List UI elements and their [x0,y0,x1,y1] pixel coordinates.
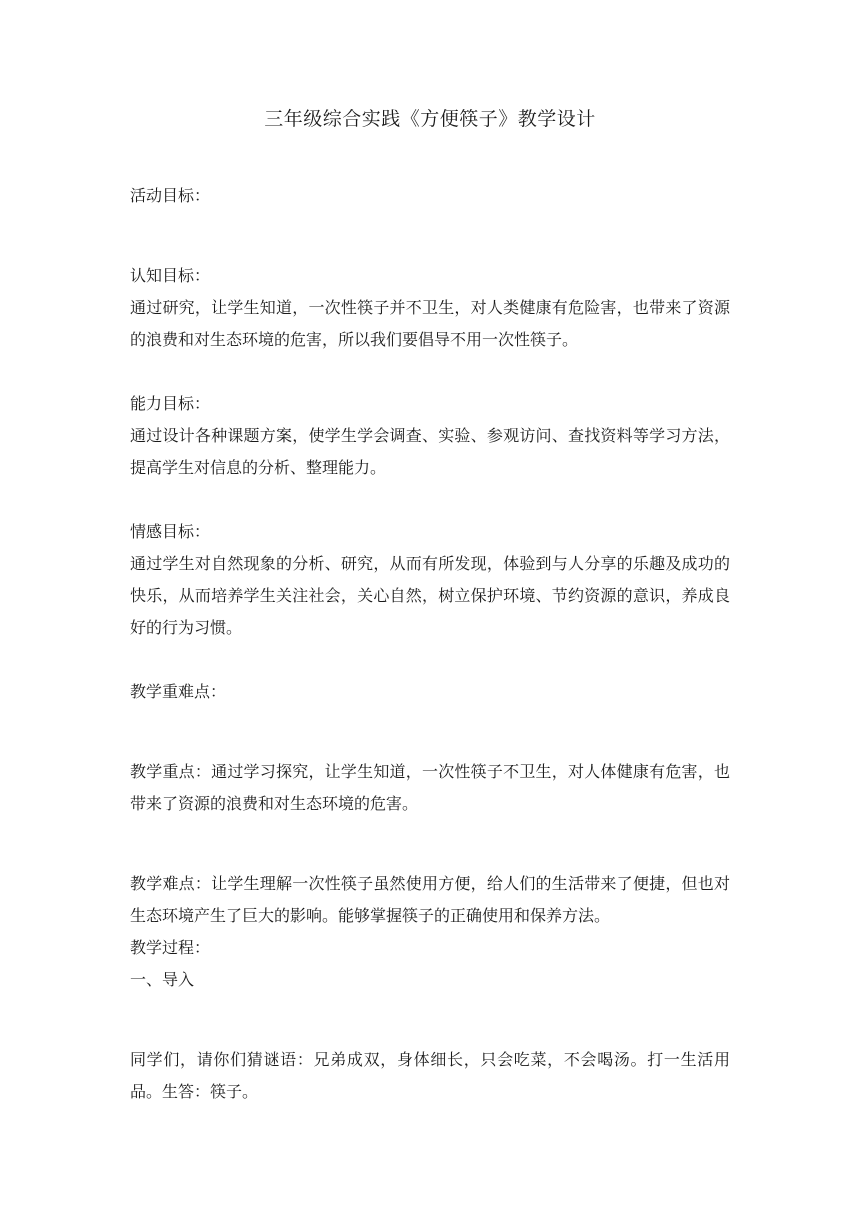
document-title: 三年级综合实践《方便筷子》教学设计 [264,108,596,130]
spacer [130,740,730,756]
document-body [130,180,730,1108]
intro-text: 同学们，请你们猜谜语：兄弟成双，身体细长，只会吃菜，不会喝汤。打一生活用品。生答：筷子。 [130,1050,730,1101]
spacer [130,244,730,260]
spacer [130,708,730,740]
ability-goal-heading: 能力目标： [130,394,211,413]
key-difficult-heading: 教学重难点： [130,682,227,701]
emotional-goal-text: 通过学生对自然现象的分析、研究，从而有所发现，体验到与人分享的乐趣及成功的快乐，从而培养学生关注社会，关心自然，树立保护环境、节约资源的意识，养成良好的行为习惯。 [130,554,730,637]
intro-heading: 一、导入 [130,970,195,989]
spacer [130,996,730,1028]
ability-goal-text: 通过设计各种课题方案，使学生学会调查、实验、参观访问、查找资料等学习方法，提高学生对信息的分析、整理能力。 [130,426,730,477]
spacer [130,644,730,676]
key-point-text: 教学重点：通过学习探究，让学生知道，一次性筷子不卫生，对人体健康有危害，也带来了资源的浪费和对生态环境的危害。 [130,762,730,813]
process-heading: 教学过程： [130,938,211,957]
cognitive-goal-text: 通过研究，让学生知道，一次性筷子并不卫生，对人类健康有危险害，也带来了资源的浪费和对生态环境的危害，所以我们要倡导不用一次性筷子。 [130,298,730,349]
spacer [130,820,730,852]
spacer [130,212,730,244]
spacer [130,852,730,868]
difficult-point-text: 教学难点：让学生理解一次性筷子虽然使用方便，给人们的生活带来了便捷，但也对生态环境产生了巨大的影响。能够掌握筷子的正确使用和保养方法。 [130,874,730,925]
cognitive-goal-heading: 认知目标： [130,266,211,285]
spacer [130,1028,730,1044]
spacer [130,356,730,388]
spacer [130,484,730,516]
activity-goal-heading: 活动目标： [130,186,211,205]
emotional-goal-heading: 情感目标： [130,522,211,541]
